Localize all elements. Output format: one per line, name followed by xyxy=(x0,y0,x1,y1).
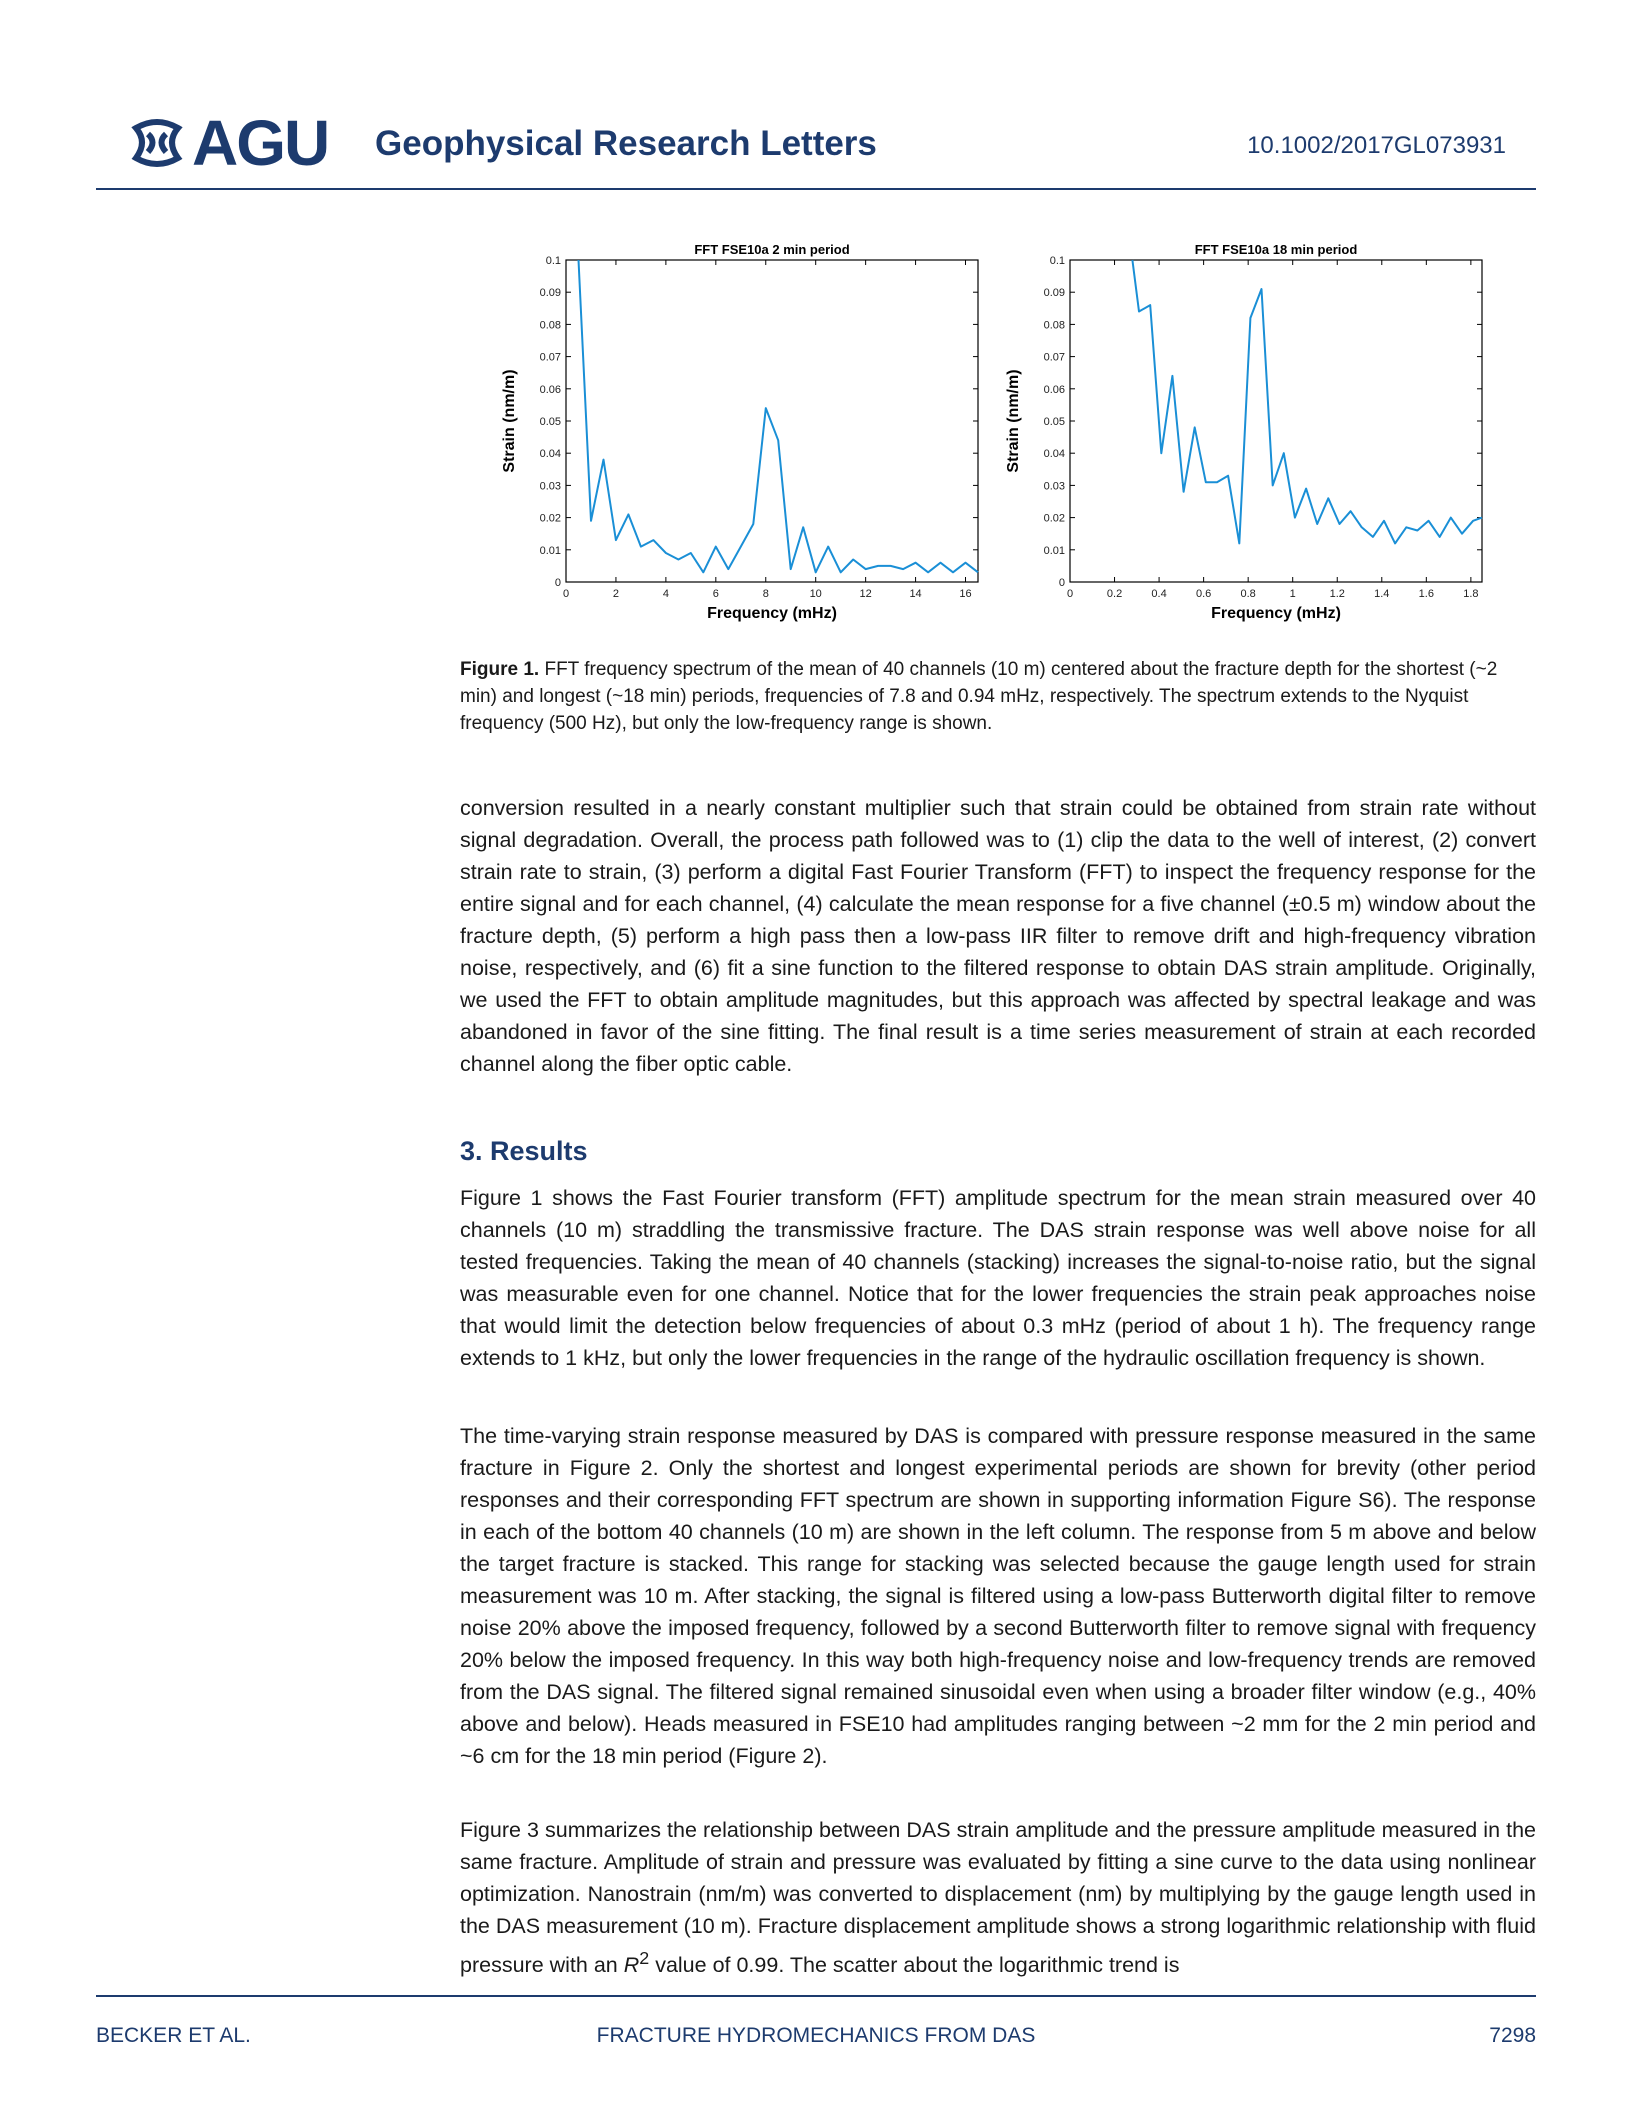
agu-globe-icon xyxy=(126,112,188,174)
y-tick-label: 0.07 xyxy=(1043,351,1065,364)
x-tick-label: 0.8 xyxy=(1240,588,1256,600)
x-tick-label: 1.8 xyxy=(1463,588,1479,600)
x-axis-label: Frequency (mHz) xyxy=(1211,605,1341,622)
doi: 10.1002/2017GL073931 xyxy=(1247,132,1506,159)
page-number: 7298 xyxy=(1489,2024,1536,2047)
chart-svg xyxy=(490,236,990,636)
x-tick-label: 12 xyxy=(859,588,872,600)
section-heading: 3. Results xyxy=(460,1136,588,1166)
y-tick-label: 0 xyxy=(1058,577,1065,589)
paragraph-3: The time-varying strain response measured by DAS is compared with pressure response measured in the same fracture in Figure 2. Only the shortest and longest experimental periods are shown for brevity (other period responses and their corresponding FFT spectrum are shown in supporting information Figure S6). The response in each of the bottom 40 channels (10 m) are shown in the left column. The response from 5 m above and below the target fracture is stacked. This range for stacking was selected because the gauge length used for strain measurement was 10 m. After stacking, the signal is filtered using a low-pass Butterworth digital filter to remove noise 20% above the imposed frequency, followed by a second Butterworth filter to remove signal with frequency 20% below the imposed frequency. In this way both high-frequency noise and low-frequency trends are removed from the DAS signal. The filtered signal remained sinusoidal even when using a broader filter window (e.g., 40% above and below). Heads measured in FSE10 had amplitudes ranging between ~2 mm for the 2 min period and ~6 cm for the 18 min period (Figure 2). xyxy=(460,1424,1536,1768)
chart-title: FFT FSE10a 2 min period xyxy=(694,242,850,257)
caption-text: FFT frequency spectrum of the mean of 40 channels (10 m) centered about the fracture depth for the shortest (~2 min) and longest (~18 min) periods, frequencies of 7.8 and 0.94 mHz, respectively. The spectrum extends to the Nyquist frequency (500 Hz), but only the low-frequency range is shown. xyxy=(460,659,1498,734)
y-tick-label: 0.1 xyxy=(545,255,561,267)
y-tick-label: 0.06 xyxy=(539,383,561,396)
paragraph-4-text-b: value of 0.99. The scatter about the logarithmic trend is xyxy=(649,1953,1180,1978)
series-line xyxy=(579,260,979,572)
y-tick-label: 0.08 xyxy=(1043,319,1065,332)
footer-authors: BECKER ET AL. xyxy=(96,2024,251,2047)
paragraph-1: conversion resulted in a nearly constant multiplier such that strain could be obtained from strain rate without signal degradation. Overall, the process path followed was to (1) clip the data to the well of interest, (2) convert strain rate to strain, (3) perform a digital Fast Fourier Transform (FFT) to inspect the frequency response for the entire signal and for each channel, (4) calculate the mean response for a five channel (±0.5 m) window about the fracture depth, (5) perform a high pass then a low-pass IIR filter to remove drift and high-frequency vibration noise, respectively, and (6) fit a sine function to the filtered response to obtain DAS strain amplitude. Originally, we used the FFT to obtain amplitude magnitudes, but this approach was affected by spectral leakage and was abandoned in favor of the sine fitting. The final result is a time series measurement of strain at each recorded channel along the fiber optic cable. xyxy=(460,796,1536,1076)
x-tick-label: 0 xyxy=(562,588,570,600)
y-tick-label: 0.04 xyxy=(539,448,561,461)
x-tick-label: 10 xyxy=(809,588,822,600)
r-symbol: R xyxy=(623,1953,640,1978)
y-tick-label: 0.01 xyxy=(539,544,561,557)
y-tick-label: 0.04 xyxy=(1043,448,1065,461)
plot-frame xyxy=(1070,260,1482,582)
figure-caption xyxy=(460,656,1536,737)
x-tick-label: 1.2 xyxy=(1329,588,1345,600)
journal-title: Geophysical Research Letters xyxy=(375,124,877,163)
y-tick-label: 0.01 xyxy=(1043,544,1065,557)
x-tick-label: 0.4 xyxy=(1151,588,1167,600)
x-axis-label: Frequency (mHz) xyxy=(707,605,837,622)
paragraph-4-text-a: Figure 3 summarizes the relationship between DAS strain amplitude and the pressure amplitude measured in the same fracture. Amplitude of strain and pressure was evaluated by fitting a sine curve to the data using nonlinear optimization. Nanostrain (nm/m) was converted to displacement (nm) by multiplying by the gauge length used in the DAS measurement (10 m). Fracture displacement amplitude shows a strong logarithmic relationship with fluid pressure with an xyxy=(460,1818,1536,1978)
x-tick-label: 8 xyxy=(762,588,769,600)
x-tick-label: 1.6 xyxy=(1418,588,1434,600)
y-axis-label: Strain (nm/m) xyxy=(1005,369,1022,473)
chart-svg xyxy=(994,236,1494,636)
x-tick-label: 4 xyxy=(662,588,669,600)
y-tick-label: 0.02 xyxy=(1043,512,1065,525)
x-tick-label: 1.4 xyxy=(1374,588,1390,600)
r-superscript: 2 xyxy=(639,1948,650,1968)
paragraph-4 xyxy=(460,1814,1536,1981)
caption-label: Figure 1. xyxy=(460,659,540,680)
y-axis-label: Strain (nm/m) xyxy=(501,369,518,473)
x-tick-label: 0.6 xyxy=(1195,588,1212,600)
logo-text: AGU xyxy=(192,107,329,179)
y-tick-label: 0.05 xyxy=(1043,416,1065,428)
footer-running-title: FRACTURE HYDROMECHANICS FROM DAS xyxy=(596,2024,1036,2047)
series-line xyxy=(1132,260,1482,543)
paragraph-2: Figure 1 shows the Fast Fourier transform (FFT) amplitude spectrum for the mean strain measured over 40 channels (10 m) straddling the transmissive fracture. The DAS strain response was well above noise for all tested frequencies. Taking the mean of 40 channels (stacking) increases the signal-to-noise ratio, but the signal was measurable even for one channel. Notice that for the lower frequencies the strain peak approaches noise that would limit the detection below frequencies of about 0.3 mHz (period of about 1 h). The frequency range extends to 1 kHz, but only the lower frequencies in the range of the hydraulic oscillation frequency is shown. xyxy=(460,1186,1536,1370)
x-tick-label: 1 xyxy=(1289,588,1296,600)
x-tick-label: 14 xyxy=(909,588,922,600)
y-tick-label: 0.05 xyxy=(539,416,561,428)
figure-1-right-chart xyxy=(994,236,1494,641)
x-tick-label: 0 xyxy=(1066,588,1074,600)
x-tick-label: 6 xyxy=(712,588,719,600)
x-tick-label: 0.2 xyxy=(1106,588,1123,600)
header-rule xyxy=(96,188,1536,190)
figure-1-left-chart xyxy=(490,236,990,641)
y-tick-label: 0 xyxy=(554,577,561,589)
footer-rule xyxy=(96,1995,1536,1997)
x-tick-label: 2 xyxy=(612,588,620,600)
agu-logo xyxy=(126,108,328,178)
y-tick-label: 0.09 xyxy=(539,287,561,300)
y-tick-label: 0.02 xyxy=(539,512,561,525)
y-tick-label: 0.03 xyxy=(1043,480,1065,493)
chart-title: FFT FSE10a 18 min period xyxy=(1194,242,1358,257)
y-tick-label: 0.03 xyxy=(539,480,561,493)
y-tick-label: 0.07 xyxy=(539,351,561,364)
y-tick-label: 0.08 xyxy=(539,319,561,332)
plot-frame xyxy=(566,260,978,582)
y-tick-label: 0.06 xyxy=(1043,383,1065,396)
y-tick-label: 0.09 xyxy=(1043,287,1065,300)
x-tick-label: 16 xyxy=(959,588,972,600)
y-tick-label: 0.1 xyxy=(1049,255,1065,267)
